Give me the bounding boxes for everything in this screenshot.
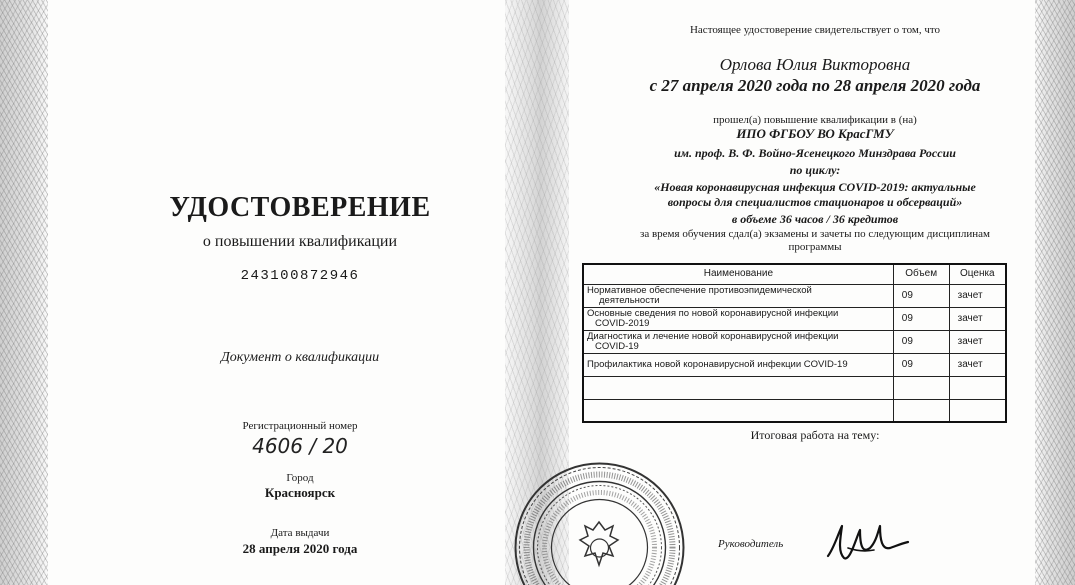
discipline-name-line-1: Профилактика новой коронавирусной инфекции COVID-19 bbox=[587, 358, 848, 370]
exams-text-line-2: программы bbox=[788, 241, 842, 253]
discipline-volume: 09 bbox=[893, 330, 949, 353]
issue-date-label: Дата выдачи bbox=[270, 527, 330, 539]
discipline-name bbox=[583, 353, 893, 376]
discipline-grade: зачет bbox=[949, 330, 1006, 353]
table-row bbox=[583, 307, 1006, 330]
table-row-empty bbox=[583, 376, 1006, 399]
certificate-subtitle: о повышении квалификации bbox=[202, 233, 398, 250]
discipline-name bbox=[583, 284, 893, 307]
city-label: Город bbox=[286, 472, 314, 484]
discipline-name bbox=[583, 330, 893, 353]
disciplines-table bbox=[582, 263, 1007, 423]
issue-date-value: 28 апреля 2020 года bbox=[242, 541, 358, 556]
final-work-label: Итоговая работа на тему: bbox=[750, 428, 880, 442]
table-header-row bbox=[583, 264, 1006, 284]
discipline-name-line-2: COVID-19 bbox=[595, 340, 639, 352]
handwritten-signature-icon bbox=[820, 518, 915, 568]
header-volume: Объем bbox=[893, 264, 949, 284]
certificate-number: 243100872946 bbox=[240, 268, 360, 284]
certificate-title: УДОСТОВЕРЕНИЕ bbox=[169, 192, 431, 223]
intro-text: Настоящее удостоверение свидетельствует о том, что bbox=[689, 24, 941, 36]
document-kind: Документ о квалификации bbox=[220, 350, 380, 365]
table-row-empty bbox=[583, 399, 1006, 422]
course-volume: в объеме 36 часов / 36 кредитов bbox=[731, 212, 899, 226]
discipline-name-line-1: Нормативное обеспечение противоэпидемической bbox=[587, 284, 812, 296]
discipline-volume: 09 bbox=[893, 284, 949, 307]
official-round-seal-icon bbox=[512, 460, 687, 585]
organization-line-1: ИПО ФГБОУ ВО КрасГМУ bbox=[736, 126, 894, 141]
exams-text-line-1: за время обучения сдал(а) экзамены и зачеты по следующим дисциплинам bbox=[640, 228, 990, 240]
guilloche-border-left bbox=[0, 0, 48, 585]
holder-full-name: Орлова Юлия Викторовна bbox=[719, 55, 911, 74]
passed-text: прошел(а) повышение квалификации в (на) bbox=[713, 114, 917, 126]
course-title-line-2: вопросы для специалистов стационаров и обсерваций» bbox=[667, 195, 963, 209]
discipline-volume: 09 bbox=[893, 353, 949, 376]
course-title-line-1: «Новая коронавирусная инфекция COVID-2019: актуальные bbox=[654, 180, 976, 194]
registration-value: 4606 / 20 bbox=[252, 434, 348, 458]
discipline-grade: зачет bbox=[949, 307, 1006, 330]
table-row bbox=[583, 353, 1006, 376]
city-value: Красноярск bbox=[264, 485, 336, 500]
header-name: Наименование bbox=[583, 264, 893, 284]
table-row bbox=[583, 330, 1006, 353]
registration-label: Регистрационный номер bbox=[242, 420, 358, 432]
discipline-name-line-2: COVID-2019 bbox=[595, 317, 650, 329]
discipline-name-line-1: Основные сведения по новой коронавирусной инфекции bbox=[587, 307, 839, 319]
header-grade: Оценка bbox=[949, 264, 1006, 284]
cycle-label: по циклу: bbox=[789, 163, 841, 177]
discipline-name bbox=[583, 307, 893, 330]
training-dates: с 27 апреля 2020 года по 28 апреля 2020 года bbox=[649, 76, 981, 95]
discipline-name-line-1: Диагностика и лечение новой коронавирусной инфекции bbox=[587, 330, 839, 342]
table-row bbox=[583, 284, 1006, 307]
discipline-grade: зачет bbox=[949, 353, 1006, 376]
discipline-volume: 09 bbox=[893, 307, 949, 330]
supervisor-label: Руководитель bbox=[718, 538, 784, 550]
discipline-grade: зачет bbox=[949, 284, 1006, 307]
discipline-name-line-2: деятельности bbox=[599, 294, 660, 306]
organization-line-2: им. проф. В. Ф. Войно-Ясенецкого Минздрава России bbox=[674, 146, 956, 160]
